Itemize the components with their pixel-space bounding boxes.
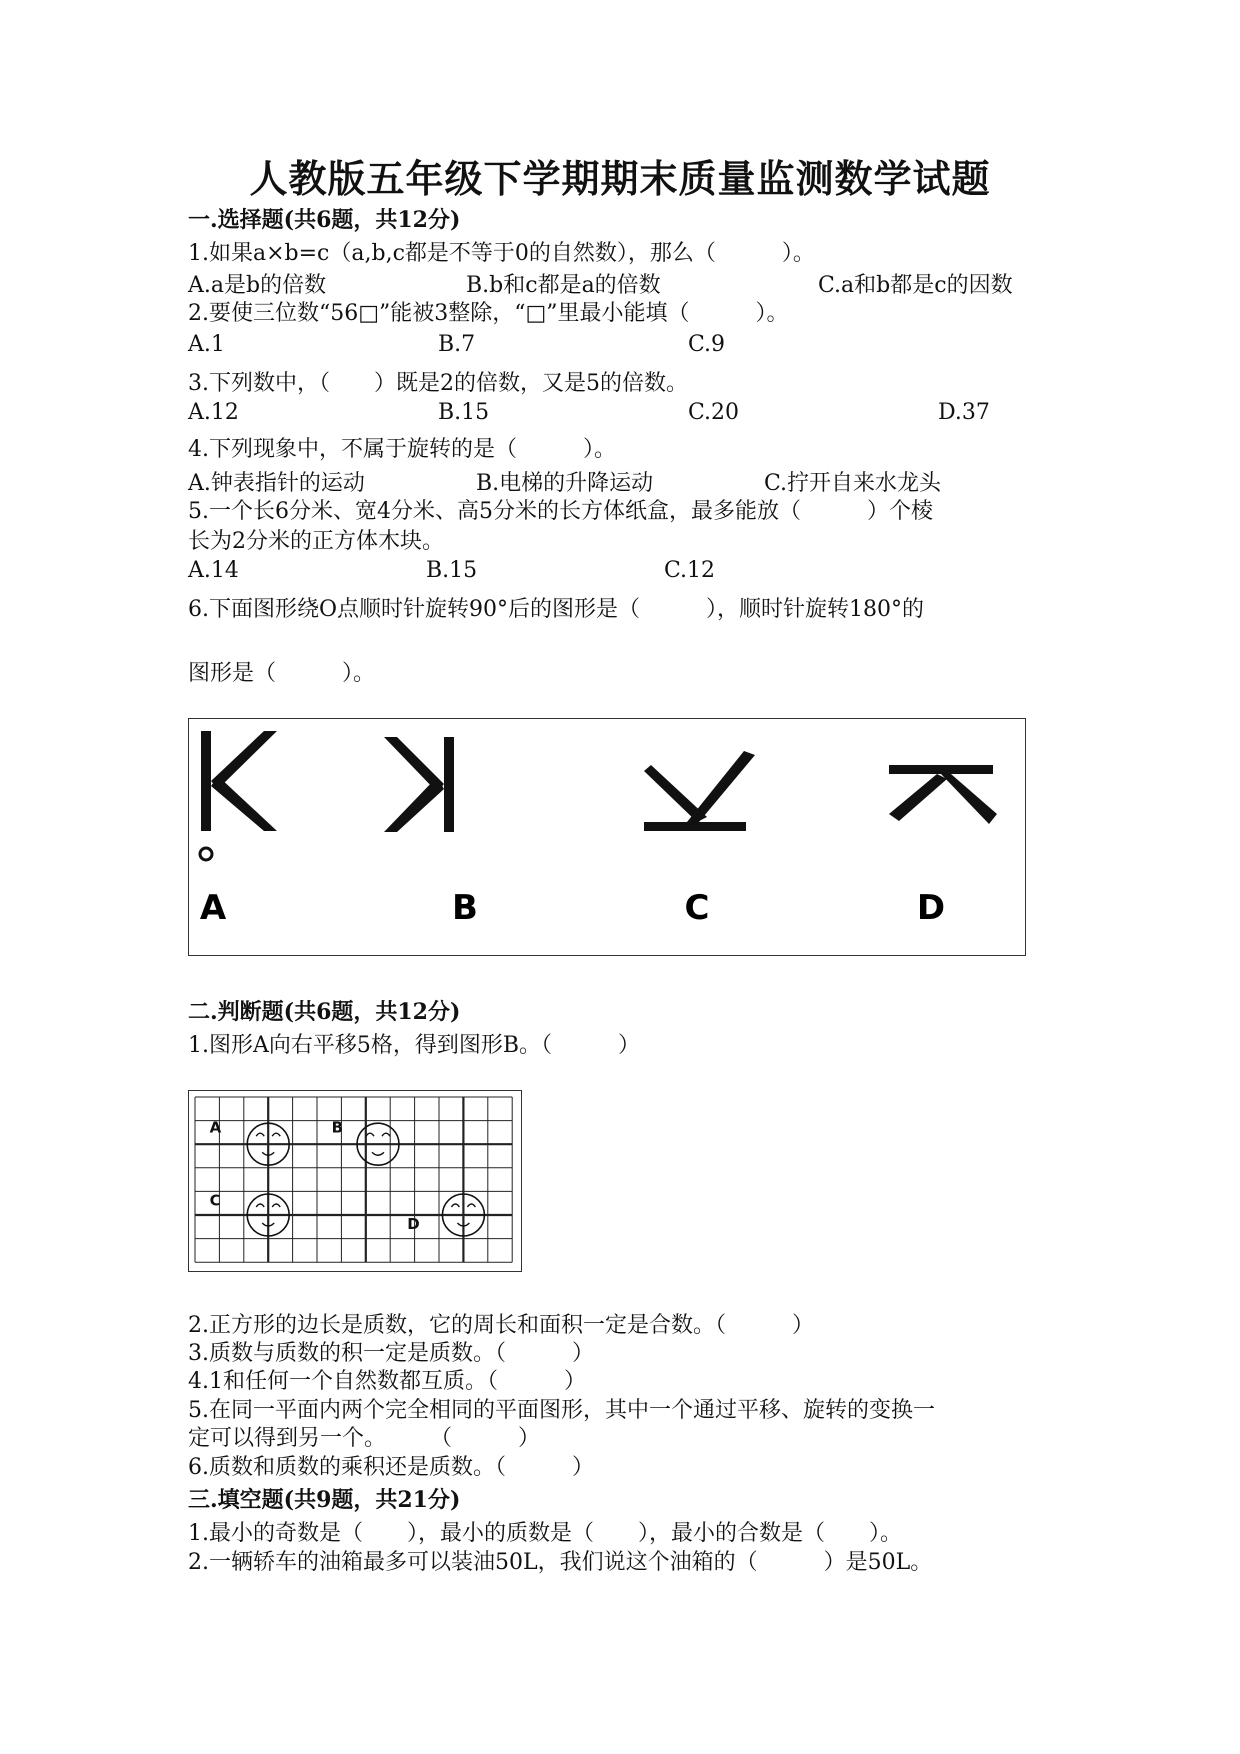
section-heading-choice: 一.选择题(共6题，共12分) — [188, 207, 461, 233]
option: C.12 — [664, 558, 716, 583]
question-2-1: 1.图形A向右平移5格，得到图形B。（ ） — [188, 1033, 641, 1058]
question-2-5-cont: 定可以得到另一个。 （ ） — [188, 1426, 541, 1451]
page-title: 人教版五年级下学期期末质量监测数学试题 — [249, 156, 991, 201]
question-1-4: 4.下列现象中，不属于旋转的是（ ）。 — [188, 437, 616, 462]
question-1-6: 6.下面图形绕O点顺时针旋转90°后的图形是（ ），顺时针旋转180°的 — [188, 597, 925, 622]
grid-label-a: A — [209, 1118, 222, 1137]
option: A.钟表指针的运动 — [188, 471, 365, 496]
option: A.12 — [188, 400, 239, 425]
figure-label-c: C — [684, 888, 710, 928]
question-1-6-cont: 图形是（ ）。 — [188, 661, 376, 686]
figure-label-a: A — [199, 888, 227, 928]
question-2-3: 3.质数与质数的积一定是质数。（ ） — [188, 1341, 594, 1366]
option: C.a和b都是c的因数 — [818, 273, 1013, 298]
k-shape-b — [384, 737, 454, 832]
grid-label-b: B — [331, 1118, 344, 1137]
option: A.a是b的倍数 — [188, 273, 327, 298]
option: B.b和c都是a的倍数 — [466, 273, 661, 298]
question-2-4: 4.1和任何一个自然数都互质。（ ） — [188, 1369, 586, 1394]
question-3-1: 1.最小的奇数是（ ），最小的质数是（ ），最小的合数是（ ）。 — [188, 1521, 902, 1546]
origin-point-o — [200, 848, 212, 860]
option: C.拧开自来水龙头 — [764, 471, 942, 496]
figure-label-d: D — [916, 888, 946, 928]
k-shape-d — [889, 765, 997, 824]
question-1-5: 5.一个长6分米、宽4分米、高5分米的长方体纸盒，最多能放（ ）个棱 — [188, 499, 933, 524]
option: B.15 — [438, 400, 490, 425]
question-2-5: 5.在同一平面内两个完全相同的平面图形，其中一个通过平移、旋转的变换一 — [188, 1398, 935, 1423]
option: A.14 — [188, 558, 239, 583]
k-shape-a — [201, 731, 277, 831]
option: A.1 — [188, 332, 225, 357]
option: B.15 — [426, 558, 478, 583]
question-1-3: 3.下列数中，（ ）既是2的倍数，又是5的倍数。 — [188, 371, 688, 396]
rotation-figure — [188, 718, 1026, 956]
k-shape-c — [644, 751, 755, 831]
translation-grid-figure — [188, 1090, 522, 1272]
option: D.37 — [938, 400, 990, 425]
grid-label-c: C — [209, 1191, 221, 1210]
question-3-2: 2.一辆轿车的油箱最多可以装油50L，我们说这个油箱的（ ）是50L。 — [188, 1550, 933, 1575]
option: B.电梯的升降运动 — [476, 471, 654, 496]
figure-label-b: B — [452, 888, 478, 928]
question-1-5-cont: 长为2分米的正方体木块。 — [188, 529, 444, 554]
option: C.20 — [688, 400, 740, 425]
grid-label-d: D — [407, 1215, 420, 1234]
section-heading-fill: 三.填空题(共9题，共21分) — [188, 1487, 461, 1513]
question-1-1: 1.如果a×b=c（a,b,c都是不等于0的自然数），那么（ ）。 — [188, 241, 815, 266]
option: B.7 — [438, 332, 476, 357]
question-2-2: 2.正方形的边长是质数，它的周长和面积一定是合数。（ ） — [188, 1313, 814, 1338]
question-2-6: 6.质数和质数的乘积还是质数。（ ） — [188, 1455, 594, 1480]
question-1-2: 2.要使三位数“56□”能被3整除，“□”里最小能填（ ）。 — [188, 301, 789, 326]
option: C.9 — [688, 332, 726, 357]
section-heading-judgement: 二.判断题(共6题，共12分) — [188, 999, 461, 1025]
